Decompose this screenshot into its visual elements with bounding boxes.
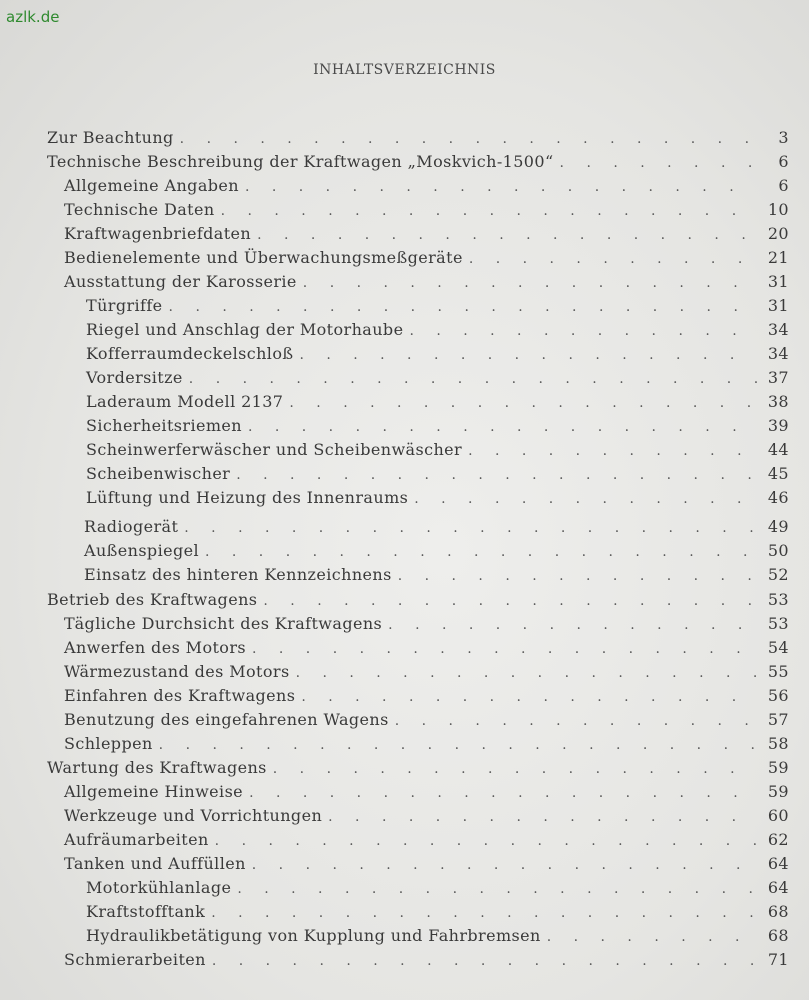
toc-entry-page: 49 <box>767 517 789 536</box>
toc-entry-label: Wartung des Kraftwagens <box>47 758 267 777</box>
toc-entry-label: Tägliche Durchsicht des Kraftwagens <box>64 614 383 633</box>
toc-entry-label: Benutzung des eingefahrenen Wagens <box>64 710 389 729</box>
leader-dots <box>303 271 757 295</box>
toc-entry <box>86 876 789 900</box>
toc-entry-label: Radiogerät <box>84 517 179 536</box>
toc-entry-page: 68 <box>767 926 789 945</box>
toc-entry <box>86 414 789 438</box>
leader-dots <box>469 247 757 271</box>
toc-entry-label: Wärmezustand des Motors <box>64 662 290 681</box>
toc-entry-label: Scheibenwischer <box>86 464 231 483</box>
leader-dots <box>180 127 757 151</box>
toc-entry-page: 71 <box>767 950 789 969</box>
leader-dots <box>212 949 757 973</box>
toc-entry-page: 68 <box>767 902 789 921</box>
leader-dots <box>560 151 757 175</box>
toc-entry <box>86 342 789 366</box>
watermark: azlk.de <box>6 8 60 26</box>
leader-dots <box>296 661 757 685</box>
toc-entry-label: Ausstattung der Karosserie <box>64 272 297 291</box>
toc-entry-label: Riegel und Anschlag der Motorhaube <box>86 320 404 339</box>
toc-entry-page: 45 <box>767 464 789 483</box>
toc-entry <box>86 318 789 342</box>
toc-entry-label: Technische Daten <box>64 200 215 219</box>
toc-entry-label: Anwerfen des Motors <box>64 638 246 657</box>
toc-entry <box>64 198 789 222</box>
toc-entry-page: 59 <box>767 758 789 777</box>
leader-dots <box>215 829 757 853</box>
toc-entry <box>64 246 789 270</box>
toc-entry-page: 55 <box>767 662 789 681</box>
toc-entry <box>64 636 789 660</box>
toc-entry <box>47 756 789 780</box>
toc-entry-page: 53 <box>767 590 789 609</box>
toc-entry <box>86 462 789 486</box>
toc-entry-label: Laderaum Modell 2137 <box>86 392 284 411</box>
toc-entry <box>64 708 789 732</box>
toc-entry-page: 46 <box>767 488 789 507</box>
toc-entry-page: 31 <box>767 272 789 291</box>
toc-entry-label: Türgriffe <box>86 296 163 315</box>
toc-entry <box>86 294 789 318</box>
toc-entry-label: Tanken und Auffüllen <box>64 854 246 873</box>
toc-entry-label: Kraftwagenbriefdaten <box>64 224 252 243</box>
toc-entry-page: 31 <box>767 296 789 315</box>
leader-dots <box>301 685 757 709</box>
leader-dots <box>221 199 757 223</box>
toc-entry <box>86 438 789 462</box>
toc-entry-page: 38 <box>767 392 789 411</box>
toc-entry <box>64 852 789 876</box>
toc-entry-page: 34 <box>767 344 789 363</box>
toc-entry <box>86 390 789 414</box>
leader-dots <box>184 516 757 540</box>
toc-entry-label: Schmierarbeiten <box>64 950 206 969</box>
toc-entry <box>47 588 789 612</box>
toc-entry-label: Scheinwerferwäscher und Scheibenwäscher <box>86 440 463 459</box>
toc-entry-page: 39 <box>767 416 789 435</box>
toc-entry <box>86 486 789 510</box>
toc-entry <box>64 612 789 636</box>
toc-entry-label: Einfahren des Kraftwagens <box>64 686 296 705</box>
leader-dots <box>236 463 757 487</box>
leader-dots <box>205 540 757 564</box>
toc-entry-label: Allgemeine Angaben <box>64 176 239 195</box>
toc-entry-page: 54 <box>767 638 789 657</box>
toc-entry-label: Kofferraumdeckelschloß <box>86 344 294 363</box>
toc-entry-label: Allgemeine Hinweise <box>64 782 244 801</box>
toc-entry <box>86 900 789 924</box>
leader-dots <box>245 175 757 199</box>
leader-dots <box>398 564 757 588</box>
toc-entry-label: Bedienelemente und Überwachungsmeßgeräte <box>64 248 463 267</box>
leader-dots <box>189 367 757 391</box>
toc-entry <box>86 366 789 390</box>
toc-entry <box>64 804 789 828</box>
toc-entry <box>64 270 789 294</box>
toc-entry <box>64 732 789 756</box>
toc-entry <box>84 563 789 587</box>
toc-entry-label: Motorkühlanlage <box>86 878 232 897</box>
toc-entry-page: 56 <box>767 686 789 705</box>
leader-dots <box>169 295 757 319</box>
toc-entry-label: Kraftstofftank <box>86 902 206 921</box>
leader-dots <box>328 805 757 829</box>
toc-entry-page: 34 <box>767 320 789 339</box>
toc-entry-page: 64 <box>767 854 789 873</box>
leader-dots <box>211 901 757 925</box>
toc-entry-page: 52 <box>767 565 789 584</box>
toc-entry-page: 21 <box>767 248 789 267</box>
toc-entry <box>84 515 789 539</box>
leader-dots <box>237 877 757 901</box>
leader-dots <box>414 487 757 511</box>
toc-entry-page: 10 <box>767 200 789 219</box>
leader-dots <box>248 415 757 439</box>
toc-entry-page: 6 <box>778 176 789 195</box>
toc-entry <box>64 948 789 972</box>
toc-entry <box>64 684 789 708</box>
toc-entry-label: Technische Beschreibung der Kraftwagen „Moskvich-1500“ <box>47 152 554 171</box>
toc-entry-label: Lüftung und Heizung des Innenraums <box>86 488 409 507</box>
toc-entry-page: 57 <box>767 710 789 729</box>
toc-entry-page: 53 <box>767 614 789 633</box>
toc-entry-page: 64 <box>767 878 789 897</box>
toc-entry-label: Werkzeuge und Vorrichtungen <box>64 806 323 825</box>
toc-entry <box>64 174 789 198</box>
toc-entry-page: 20 <box>767 224 789 243</box>
toc-entry-page: 62 <box>767 830 789 849</box>
leader-dots <box>395 709 757 733</box>
leader-dots <box>468 439 757 463</box>
toc-entry <box>84 539 789 563</box>
toc-entry-label: Außenspiegel <box>84 541 199 560</box>
toc-entry <box>47 126 789 150</box>
leader-dots <box>252 637 757 661</box>
leader-dots <box>547 925 757 949</box>
toc-entry-page: 59 <box>767 782 789 801</box>
leader-dots <box>159 733 757 757</box>
toc-entry <box>64 660 789 684</box>
toc-entry-label: Schleppen <box>64 734 153 753</box>
toc-entry <box>64 222 789 246</box>
toc-entry <box>64 828 789 852</box>
leader-dots <box>257 223 757 247</box>
toc-entry-page: 50 <box>767 541 789 560</box>
toc-entry-label: Zur Beachtung <box>47 128 174 147</box>
toc-entry-page: 58 <box>767 734 789 753</box>
toc-entry-page: 44 <box>767 440 789 459</box>
leader-dots <box>273 757 757 781</box>
leader-dots <box>299 343 757 367</box>
toc-entry <box>86 924 789 948</box>
toc-entry-label: Vordersitze <box>86 368 183 387</box>
leader-dots <box>289 391 757 415</box>
toc-entry-page: 3 <box>778 128 789 147</box>
leader-dots <box>388 613 757 637</box>
toc-entry <box>64 780 789 804</box>
toc-entry-label: Sicherheitsriemen <box>86 416 242 435</box>
leader-dots <box>249 781 757 805</box>
toc-entry-label: Hydraulikbetätigung von Kupplung und Fahrbremsen <box>86 926 541 945</box>
leader-dots <box>252 853 757 877</box>
toc-entry-label: Betrieb des Kraftwagens <box>47 590 258 609</box>
toc-entry <box>47 150 789 174</box>
leader-dots <box>263 589 757 613</box>
toc-entry-label: Einsatz des hinteren Kennzeichnens <box>84 565 392 584</box>
leader-dots <box>409 319 757 343</box>
page-title: INHALTSVERZEICHNIS <box>313 62 496 78</box>
toc-entry-label: Aufräumarbeiten <box>64 830 209 849</box>
toc-entry-page: 60 <box>767 806 789 825</box>
toc-entry-page: 6 <box>778 152 789 171</box>
toc-entry-page: 37 <box>767 368 789 387</box>
